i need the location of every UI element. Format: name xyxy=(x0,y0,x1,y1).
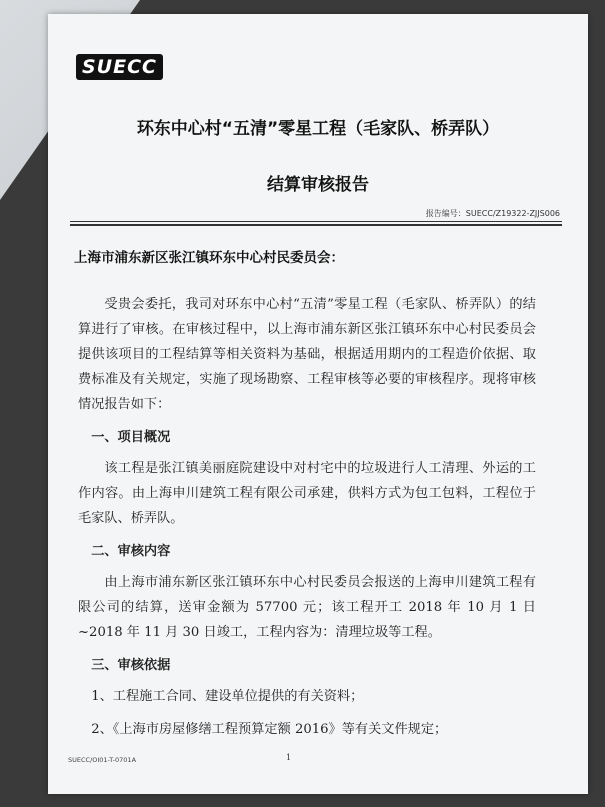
section-heading-basis: 三、审核依据 xyxy=(91,658,171,673)
report-body xyxy=(78,292,536,750)
intro-paragraph: 受贵会委托，我司对环东中心村“五清”零星工程（毛家队、桥弄队）的结算进行了审核。在审核过程中，以上海市浦东新区张江镇环东中心村民委员会提供该项目的工程结算等相关资料为基础，根据适用期内的工程造价依据、取费标准及有关规定，实施了现场勘察、工程审核等必要的审核程序。现将审核情况报告如下： xyxy=(78,297,536,412)
document-code: SUECC/OI01-T-0701A xyxy=(68,756,137,764)
header-divider-thick xyxy=(70,224,562,226)
addressee: 上海市浦东新区张江镇环东中心村民委员会： xyxy=(74,250,344,266)
basis-item: 1、工程施工合同、建设单位提供的有关资料； xyxy=(91,689,364,704)
report-number: 报告编号：SUECC/Z19322-ZJJS006 xyxy=(425,209,560,218)
report-title: 环东中心村“五清”零星工程（毛家队、桥弄队） xyxy=(136,119,500,139)
document-page xyxy=(48,14,588,794)
basis-item: 2、《上海市房屋修缮工程预算定额 2016》等有关文件规定； xyxy=(91,722,448,737)
company-logo: SUECC xyxy=(76,54,163,80)
page-number: 1 xyxy=(286,753,292,762)
section-heading-overview: 一、项目概况 xyxy=(91,430,171,445)
section-text-content: 由上海市浦东新区张江镇环东中心村民委员会报送的上海申川建筑工程有限公司的结算，送审金额为 57700 元；该工程开工 2018 年 10 月 1 日~2018 年 11 月 30 日竣工，工程内容为：清理垃圾等工程。 xyxy=(78,575,536,640)
report-subtitle: 结算审核报告 xyxy=(267,175,369,195)
header-divider xyxy=(70,221,562,222)
section-heading-content: 二、审核内容 xyxy=(91,544,171,559)
section-text-overview: 该工程是张江镇美丽庭院建设中对村宅中的垃圾进行人工清理、外运的工作内容。由上海申川建筑工程有限公司承建，供料方式为包工包料，工程位于毛家队、桥弄队。 xyxy=(78,461,536,526)
